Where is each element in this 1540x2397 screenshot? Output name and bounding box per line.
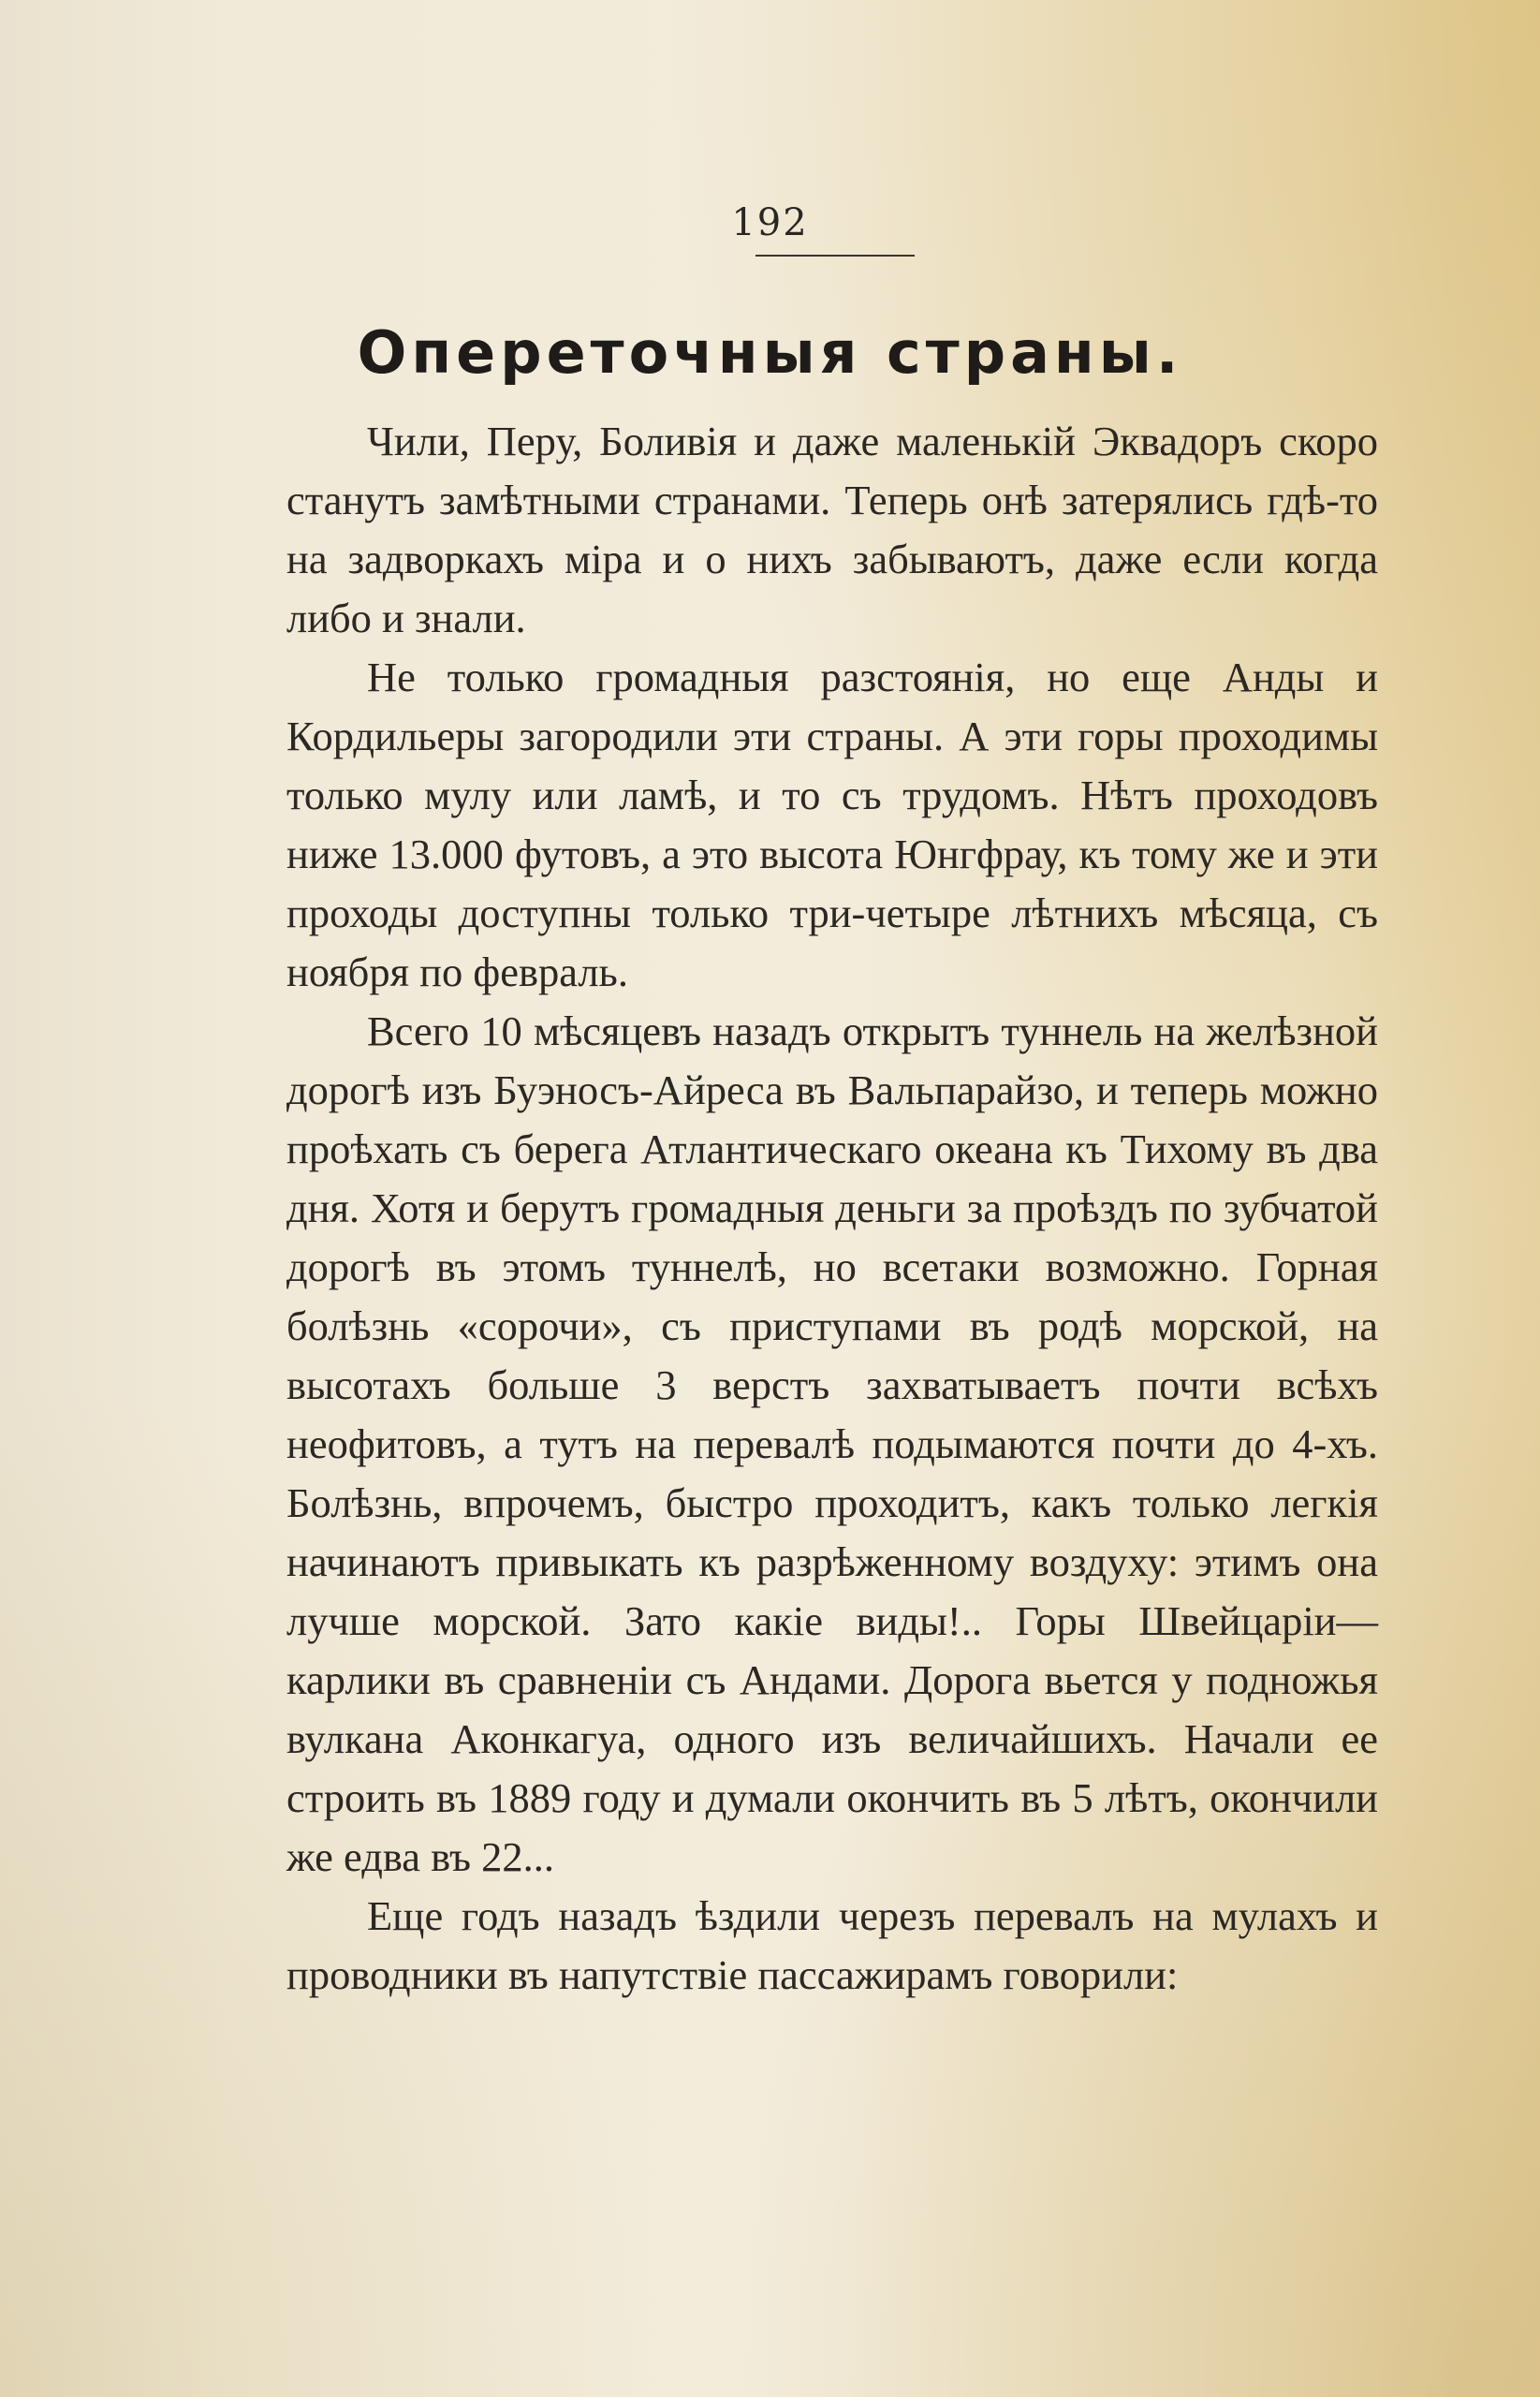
paragraph-4: Еще годъ назадъ ѣздили черезъ перевалъ на мулахъ и проводники въ напутствіе пассажирамъ говорили: <box>286 1892 1378 1998</box>
paragraph-3: Всего 10 мѣсяцевъ назадъ открытъ туннель на желѣзной дорогѣ изъ Буэносъ-Айреса въ Вальпарайзо, и теперь можно проѣхать съ берега Атлантическаго океана къ Тихому въ два дня. Хотя и берутъ громадныя деньги за проѣздъ по зубчатой дорогѣ въ этомъ туннелѣ, но всетаки возможно. Горная болѣзнь «сорочи», съ приступами въ родѣ морской, на высотахъ больше 3 верстъ захватываетъ почти всѣхъ неофитовъ, а тутъ на перевалѣ подымаются почти до 4-хъ. Болѣзнь, впрочемъ, быстро проходитъ, какъ только легкія начинаютъ привыкать къ разрѣженному воздуху: этимъ она лучше морской. Зато какіе виды!.. Горы Швейцаріи—карлики въ сравненіи съ Андами. Дорога вьется у подножья вулкана Аконкагуа, одного изъ величайшихъ. Начали ее строить въ 1889 году и думали окончить въ 5 лѣтъ, окончили же едва въ 22... <box>286 1007 1378 1880</box>
body-text <box>286 412 1378 2005</box>
paragraph-1: Чили, Перу, Боливія и даже маленькій Эквадоръ скоро станутъ замѣтными странами. Теперь онѣ затерялись гдѣ-то на задворкахъ міра и о нихъ забываютъ, даже если когда либо и знали. <box>286 418 1378 641</box>
paragraph-2: Не только громадныя разстоянія, но еще Анды и Кордильеры загородили эти страны. А эти горы проходимы только мулу или ламѣ, и то съ трудомъ. Нѣтъ проходовъ ниже 13.000 футовъ, а это высота Юнгфрау, къ тому же и эти проходы доступны только три-четыре лѣтнихъ мѣсяца, съ ноября по февраль. <box>286 654 1378 995</box>
chapter-title: Опереточныя страны. <box>357 318 1183 387</box>
page-number: 192 <box>731 201 809 244</box>
page-number-rule <box>755 255 915 257</box>
